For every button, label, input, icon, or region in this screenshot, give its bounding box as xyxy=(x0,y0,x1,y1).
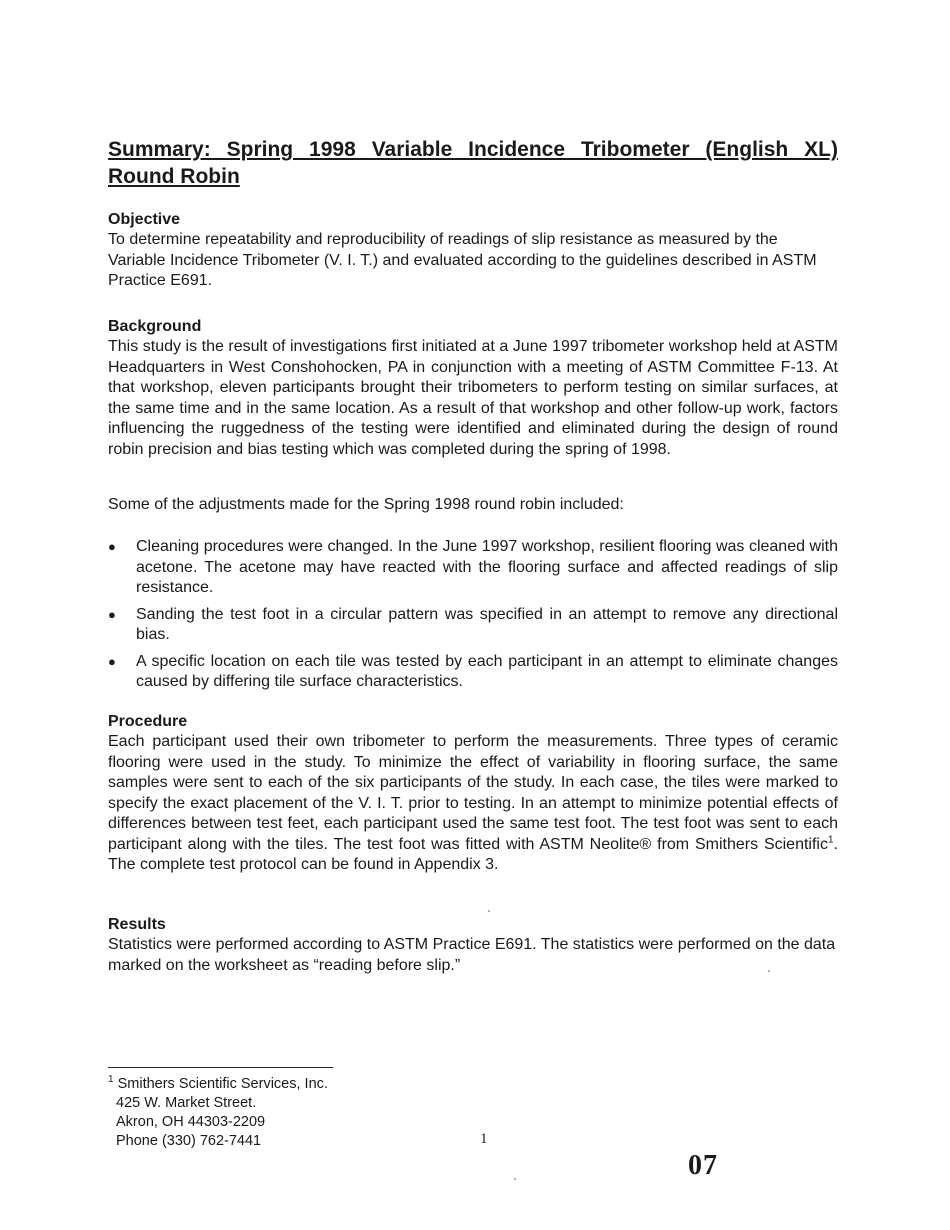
results-section xyxy=(108,914,838,976)
bullet-icon: ● xyxy=(108,539,116,554)
handwritten-page-stamp: 07 xyxy=(688,1150,718,1181)
bullet-icon: ● xyxy=(108,653,116,669)
results-heading: Results xyxy=(108,916,166,933)
list-item xyxy=(108,537,838,599)
adjustments-intro: Some of the adjustments made for the Spring 1998 round robin included: xyxy=(108,496,624,513)
title-line-1: Summary: Spring 1998 Variable Incidence Tribometer (English XL) xyxy=(108,138,838,161)
list-item-text: Sanding the test foot in a circular pattern was specified in an attempt to remove any directional bias. xyxy=(136,605,838,643)
footnote-line: Akron, OH 44303-2209 xyxy=(116,1114,266,1130)
footnote-reference: 1 xyxy=(827,834,834,846)
bullet-icon: ● xyxy=(108,606,116,622)
footnote-divider xyxy=(108,1067,333,1068)
objective-section xyxy=(108,209,838,292)
scan-speck xyxy=(488,910,490,912)
procedure-heading: Procedure xyxy=(108,713,188,730)
results-text: Statistics were performed according to ASTM Practice E691. The statistics were performed on the data marked on the worksheet as “reading before slip.” xyxy=(108,936,836,974)
list-item xyxy=(108,605,838,646)
scan-speck xyxy=(768,970,770,972)
adjustments-section xyxy=(108,495,838,516)
procedure-text xyxy=(108,732,838,876)
procedure-section xyxy=(108,711,838,876)
footnote-line: $^1$ Smithers Scientific Services, Inc. xyxy=(108,1074,328,1092)
list-item xyxy=(108,652,838,693)
objective-heading: Objective xyxy=(108,211,181,228)
footnote-number: 1 xyxy=(108,1074,114,1086)
objective-text: To determine repeatability and reproducibility of readings of slip resistance as measured by the Variable Incidence Tribometer (V. I. T.) and evaluated according to the guidelines described in ASTM Practice E691. xyxy=(108,231,817,289)
footnote-line: 425 W. Market Street. xyxy=(116,1095,257,1111)
background-text: This study is the result of investigations first initiated at a June 1997 tribometer workshop held at ASTM Headquarters in West Conshohocken, PA in conjunction with a meeting of ASTM Committee F-13. At that workshop, eleven participants brought their tribometers to perform testing on similar surfaces, at the same time and in the same location. As a result of that workshop and other follow-up work, factors influencing the ruggedness of the testing were identified and eliminated during the design of round robin precision and bias testing which was completed during the spring of 1998. xyxy=(108,338,838,458)
page-number: 1 xyxy=(480,1131,488,1147)
procedure-text-main: Each participant used their own tribometer to perform the measurements. Three types of ceramic flooring were used in the study. To minimize the effect of variability in flooring surface, the same samples were sent to each of the six participants of the study. In each case, the tiles were marked to specify the exact placement of the V. I. T. prior to testing. In an attempt to minimize potential effects of differences between test feet, each participant used the same test foot. The test foot was sent to each participant along with the tiles. The test foot was fitted with ASTM Neolite® from Smithers Scientific xyxy=(108,733,838,853)
adjustments-list xyxy=(108,537,838,693)
scan-speck xyxy=(514,1178,516,1180)
background-heading: Background xyxy=(108,318,202,335)
footnote xyxy=(108,1075,328,1151)
background-section xyxy=(108,316,838,460)
list-item-text: Cleaning procedures were changed. In the June 1997 workshop, resilient flooring was cleaned with acetone. The acetone may have reacted with the flooring surface and affected readings of slip resistance. xyxy=(136,538,838,596)
footnote-line: Phone (330) 762-7441 xyxy=(116,1133,262,1149)
procedure-text-end: . The complete test protocol can be found in Appendix 3. xyxy=(108,835,838,873)
adjustments-list-section xyxy=(108,537,838,699)
document-title xyxy=(108,136,838,190)
title-line-2: Round Robin xyxy=(108,165,240,188)
list-item-text: A specific location on each tile was tested by each participant in an attempt to eliminate changes caused by differing tile surface characteristics. xyxy=(136,652,838,690)
